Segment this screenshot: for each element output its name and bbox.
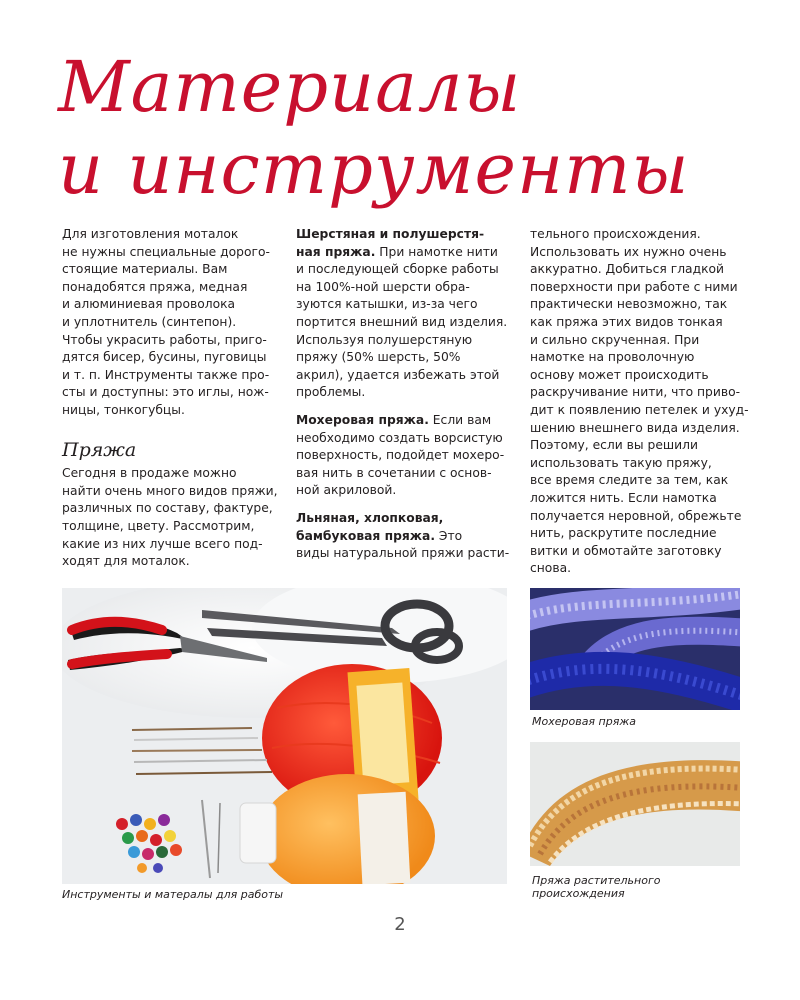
- caption-mohair: Мохеровая пряжа: [532, 715, 636, 728]
- text-column-3: [530, 226, 755, 588]
- tools-photo-image: [62, 588, 507, 884]
- page-title-line-2: и инструменты: [58, 128, 690, 210]
- page-number: 2: [394, 914, 406, 935]
- text-column-1: [62, 226, 287, 581]
- linen-heading: Льняная, хлопковая, бамбуковая пряжа.: [296, 510, 444, 543]
- page-title-line-1: Материалы: [58, 46, 522, 128]
- section-heading-yarn: Пряжа: [62, 438, 137, 461]
- mohair-paragraph: [296, 412, 521, 500]
- mohair-heading: Мохеровая пряжа.: [296, 412, 429, 427]
- mohair-text: Если вам необходимо создать ворсистую поверхность, подойдет мохеро- вая нить в сочетании с основ- ной акриловой.: [296, 412, 505, 498]
- text-column-2: [296, 226, 521, 573]
- wool-paragraph: [296, 226, 521, 402]
- mohair-photo: [530, 588, 740, 710]
- plant-yarn-paragraph: тельного происхождения. Использовать их нужно очень аккуратно. Добиться гладкой поверхности при работе с ними практически невозможно, так как пряжа этих видов тонкая и сильно скрученная. При намотке на проволочную основу может происходить раскручивание нити, что приво- дит к появлению петелек и ухуд- шению внешнего вида изделия. Поэтому, если вы решили использовать такую пряжу, все время следите за тем, как ложится нить. Если намотка получается неровной, обрежьте нить, раскрутите последние витки и обмотайте заготовку снова.: [530, 227, 749, 576]
- linen-text: Это виды натуральной пряжи расти-: [296, 528, 510, 561]
- intro-paragraph: Для изготовления моталок не нужны специальные дорого- стоящие материалы. Вам понадобятся пряжа, медная и алюминиевая проволока и уплотнитель (синтепон). Чтобы украсить работы, приго- дятся бисер, бусины, пуговицы и т. п. Инструменты также про- сты и доступны: это иглы, нож- ницы, тонкогубцы.: [62, 227, 270, 417]
- mohair-photo-image: [530, 588, 740, 710]
- plant-yarn-photo: [530, 742, 740, 866]
- caption-tools: Инструменты и матералы для работы: [62, 888, 284, 901]
- tools-photo: [62, 588, 507, 884]
- wool-text: При намотке нити и последующей сборке работы на 100%-ной шерсти обра- зуются катышки, из-за чего портится внешний вид изделия. Используя полушерстяную пряжу (50% шерсть, 50% акрил), удается избежать этой проблемы.: [296, 244, 508, 400]
- linen-paragraph: [296, 510, 521, 563]
- caption-plant-yarn: Пряжа растительного происхождения: [532, 874, 661, 900]
- yarn-paragraph: Сегодня в продаже можно найти очень много видов пряжи, различных по составу, фактуре, толщине, цвету. Рассмотрим, какие из них лучше всего под- ходят для моталок.: [62, 466, 278, 569]
- plant-yarn-photo-image: [530, 742, 740, 866]
- wool-heading: Шерстяная и полушерстя- ная пряжа.: [296, 227, 485, 259]
